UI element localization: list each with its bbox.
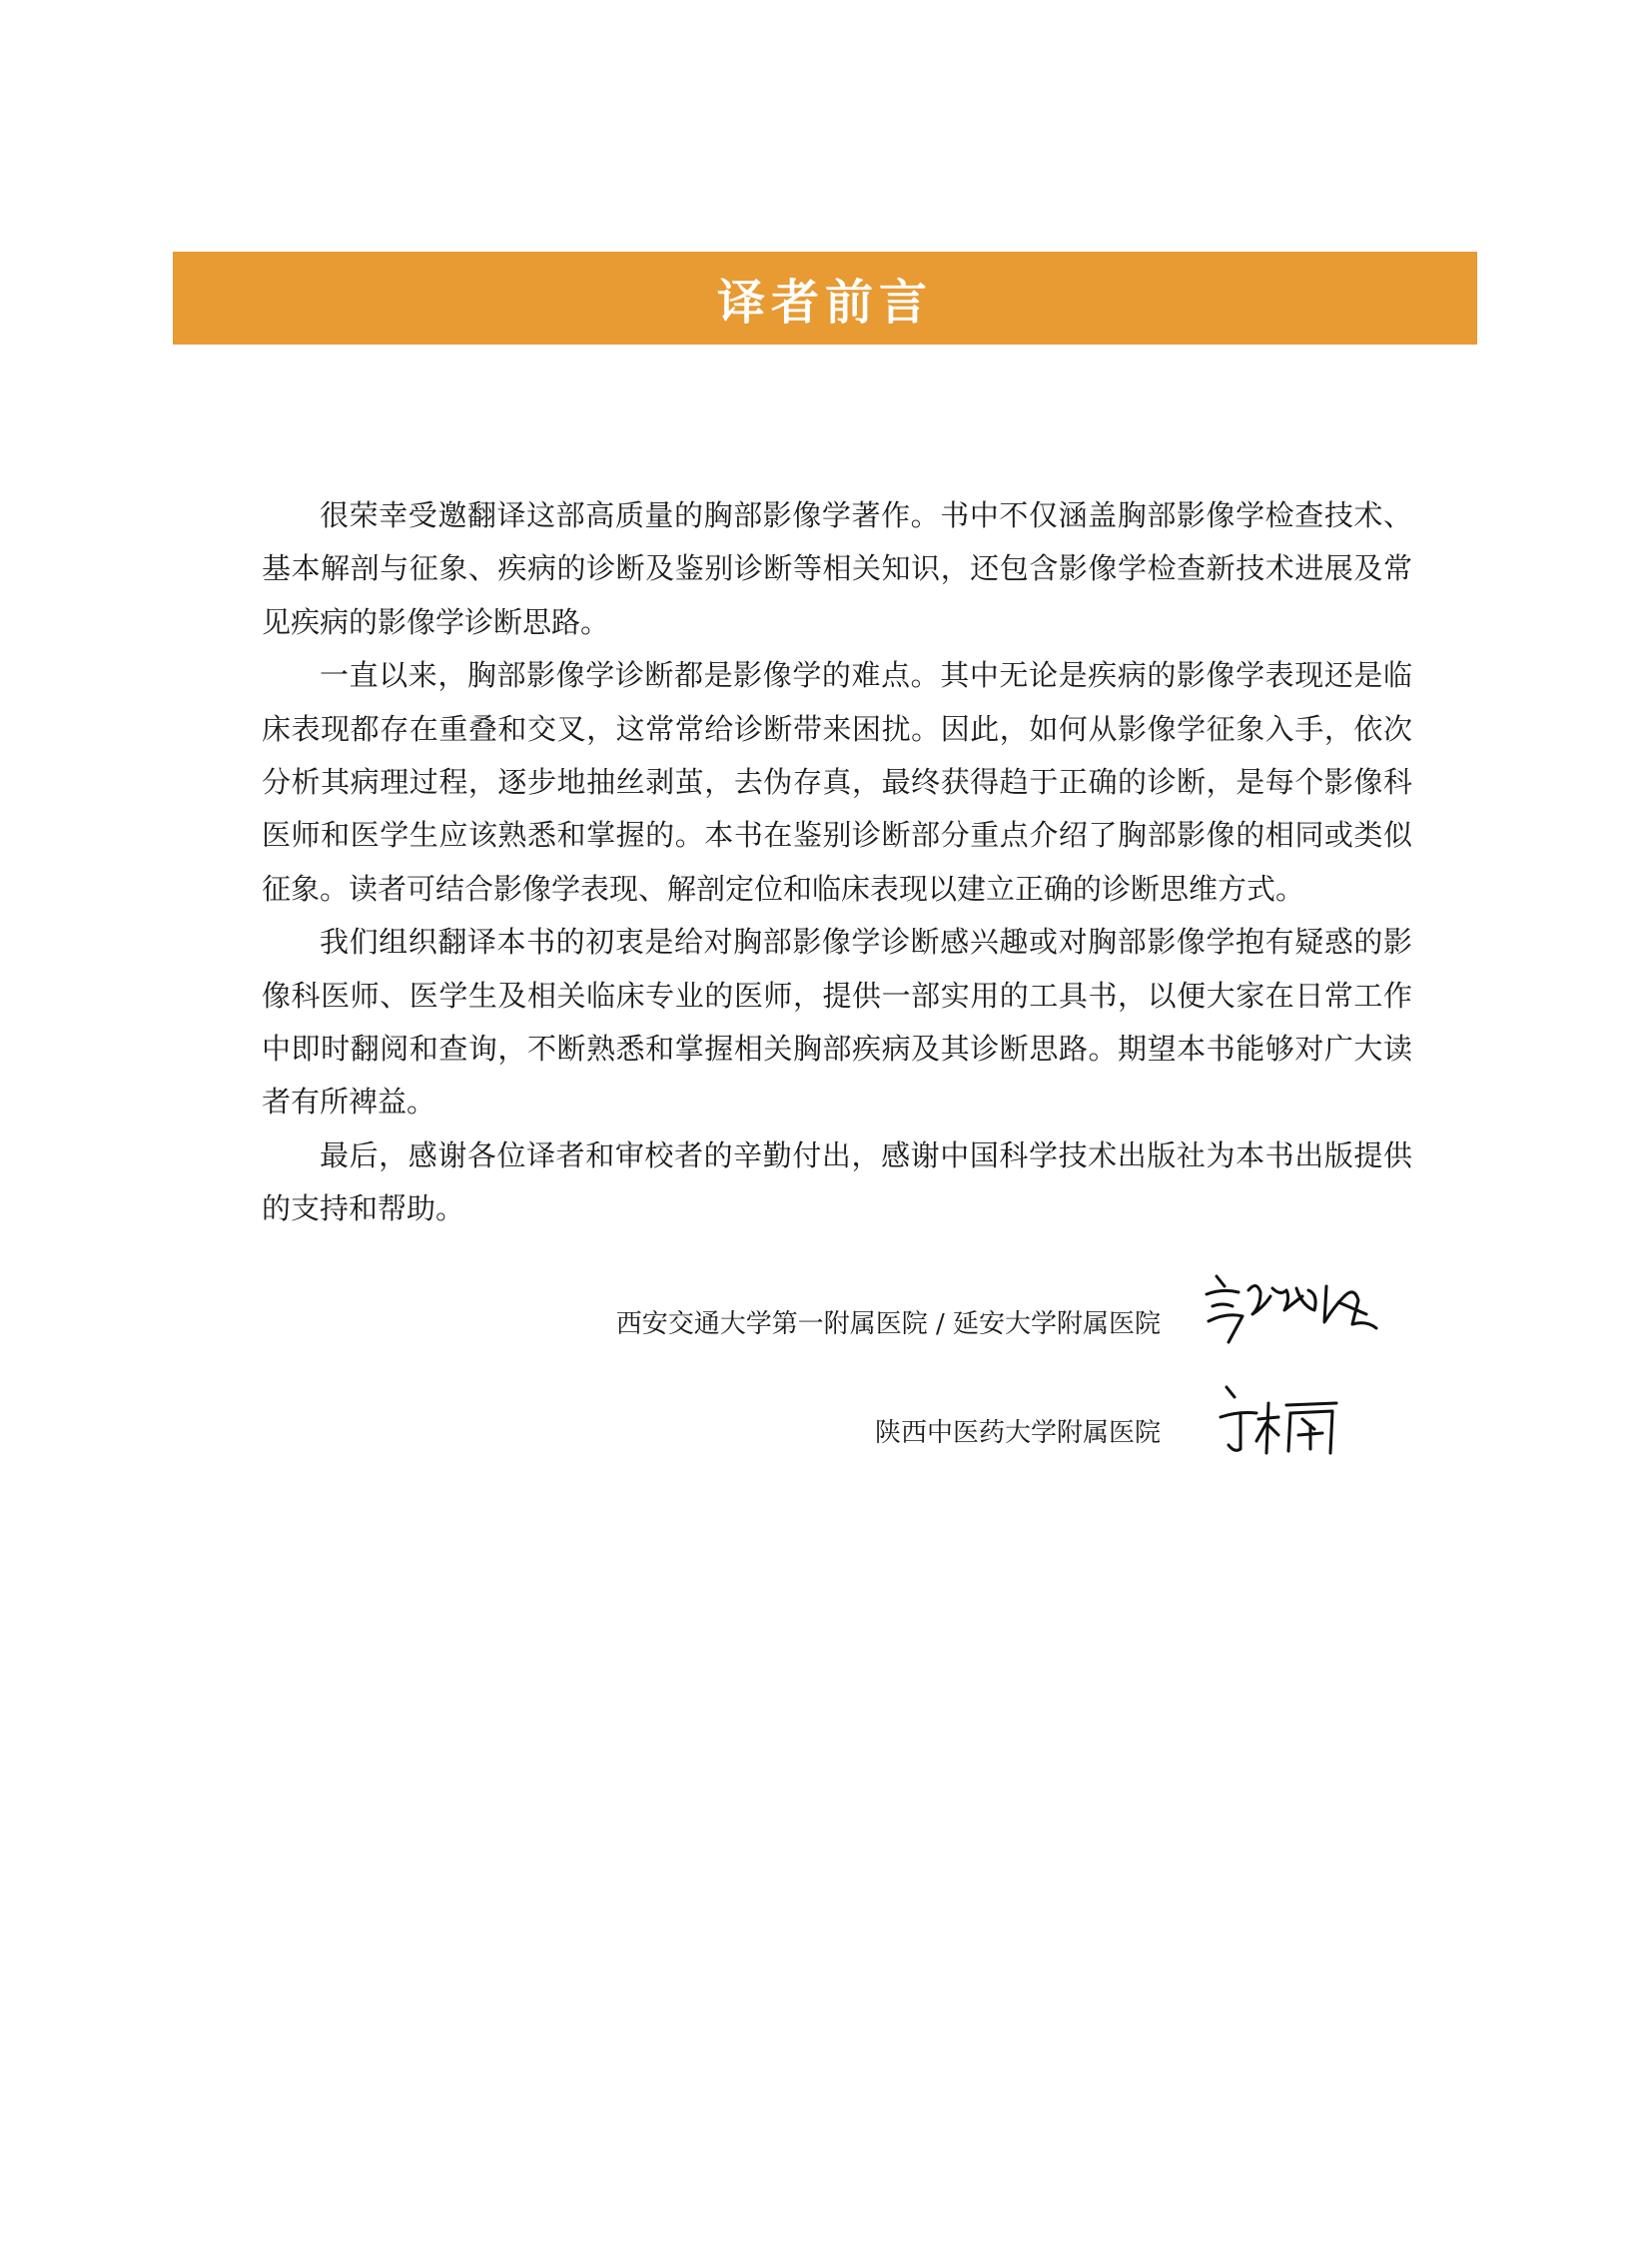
signature-1 <box>1199 1266 1408 1346</box>
paragraph: 很荣幸受邀翻译这部高质量的胸部影像学著作。书中不仅涵盖胸部影像学检查技术、基本解剖与征象、疾病的诊断及鉴别诊断等相关知识，还包含影像学检查新技术进展及常见疾病的影像学诊断思路。 <box>262 498 1412 639</box>
paragraph: 一直以来，胸部影像学诊断都是影像学的难点。其中无论是疾病的影像学表现还是临床表现都存在重叠和交叉，这常常给诊断带来困扰。因此，如何从影像学征象入手，依次分析其病理过程，逐步地抽丝剥茧，去伪存真，最终获得趋于正确的诊断，是每个影像科医师和医学生应该熟悉和掌握的。本书在鉴别诊断部分重点介绍了胸部影像的相同或类似征象。读者可结合影像学表现、解剖定位和临床表现以建立正确的诊断思维方式。 <box>262 658 1412 906</box>
paragraph: 我们组织翻译本书的初衷是给对胸部影像学诊断感兴趣或对胸部影像学抱有疑惑的影像科医师、医学生及相关临床专业的医师，提供一部实用的工具书，以便大家在日常工作中即时翻阅和查询，不断熟悉和掌握相关胸部疾病及其诊断思路。期望本书能够对广大读者有所裨益。 <box>262 925 1412 1120</box>
signature-2 <box>1217 1383 1356 1463</box>
affiliation-1: 西安交通大学第一附属医院 / 延安大学附属医院 <box>615 1309 1161 1339</box>
preface-body <box>262 489 1412 1236</box>
title-banner <box>173 252 1477 345</box>
page-title: 译者前言 <box>716 275 933 331</box>
affiliation-2: 陕西中医药大学附属医院 <box>874 1418 1161 1448</box>
paragraph: 最后，感谢各位译者和审校者的辛勤付出，感谢中国科学技术出版社为本书出版提供的支持和帮助。 <box>262 1137 1412 1226</box>
